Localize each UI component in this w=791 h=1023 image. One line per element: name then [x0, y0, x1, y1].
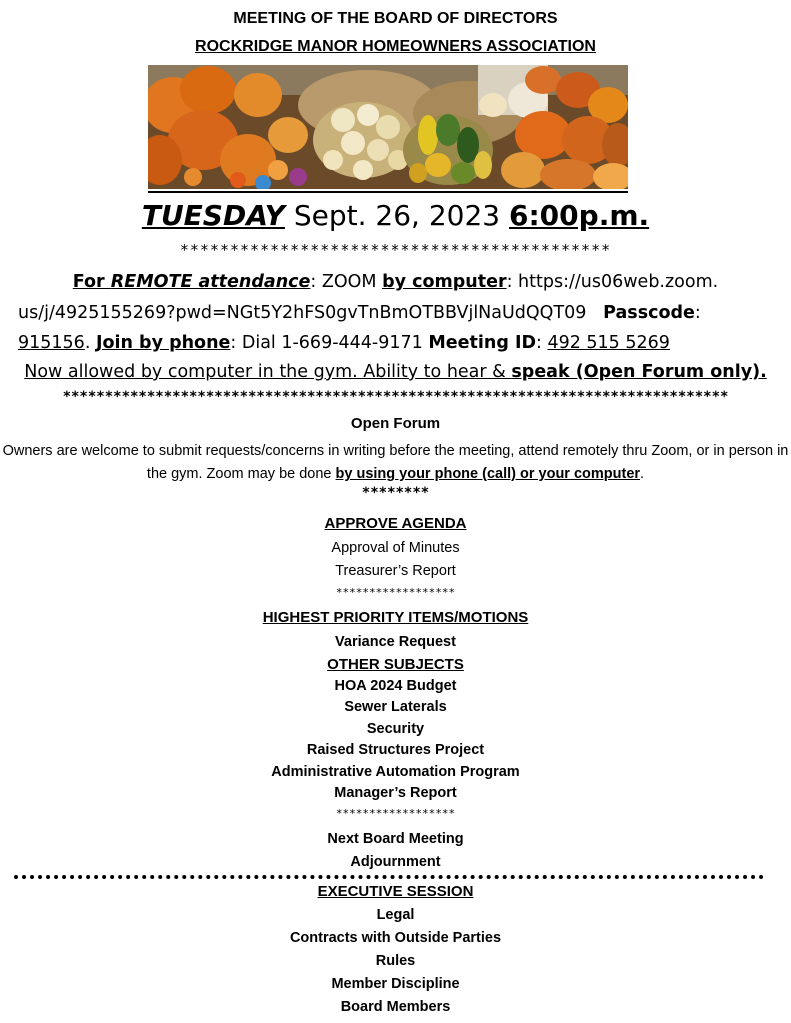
meeting-time: 6:00p.m. — [509, 199, 650, 232]
passcode-value: 915156 — [18, 333, 85, 353]
other-item-budget: HOA 2024 Budget — [334, 678, 457, 694]
meeting-title: MEETING OF THE BOARD OF DIRECTORS — [233, 10, 558, 27]
other-item-security: Security — [366, 721, 425, 737]
join-by-phone-label: Join by phone — [95, 333, 231, 353]
other-item-automation: Administrative Automation Program — [271, 764, 520, 780]
meeting-id-value: 492 515 5269 — [547, 333, 670, 353]
zoom-url-part-2[interactable]: us/j/4925155269?pwd=NGt5Y2hFS0gvTnBmOTBBVjlNaUdQQT09 — [18, 303, 587, 323]
passcode-label: Passcode — [603, 303, 695, 323]
photo-underline — [148, 191, 628, 193]
agenda-item-minutes: Approval of Minutes — [331, 540, 460, 556]
remote-attendance-label: REMOTE attendance — [110, 272, 311, 292]
meeting-date-line — [0, 194, 791, 238]
closing-item-adjournment: Adjournment — [350, 854, 441, 870]
meeting-day: TUESDAY — [141, 199, 285, 232]
remote-line-3 — [18, 333, 778, 353]
speak-open-forum-text: speak (Open Forum only). — [511, 362, 767, 382]
star-divider-forum: ******** — [361, 485, 430, 501]
pumpkins-gourds-photo — [148, 65, 628, 189]
star-divider-agenda: ****************** — [335, 586, 456, 599]
remote-line-1 — [0, 272, 791, 292]
open-forum-period: . — [640, 466, 645, 482]
star-divider-other: ****************** — [335, 807, 456, 820]
exec-item-board-members: Board Members — [340, 999, 451, 1015]
open-forum-body: Owners are welcome to submit requests/concerns in writing before the meeting, attend remotely thru Zoom, or in person in the gym. Zoom may be done — [2, 443, 789, 482]
remote-label-for: For — [72, 272, 111, 292]
phone-number-text: : Dial 1-669-444-9171 — [230, 333, 429, 353]
open-forum-text — [0, 440, 791, 486]
exec-item-discipline: Member Discipline — [331, 976, 460, 992]
exec-item-rules: Rules — [375, 953, 416, 969]
highest-priority-heading: HIGHEST PRIORITY ITEMS/MOTIONS — [262, 609, 529, 626]
star-divider-2: ******************************************************************************* — [62, 389, 729, 405]
passcode-colon: : — [694, 303, 701, 323]
remote-line-4 — [0, 362, 791, 382]
other-item-sewer: Sewer Laterals — [344, 699, 447, 715]
zoom-text: : ZOOM — [310, 272, 383, 292]
association-title: ROCKRIDGE MANOR HOMEOWNERS ASSOCIATION — [195, 38, 596, 55]
other-item-manager-report: Manager’s Report — [334, 785, 457, 801]
open-forum-title: Open Forum — [350, 415, 441, 432]
meeting-date: Sept. 26, 2023 — [284, 199, 509, 232]
exec-item-contracts: Contracts with Outside Parties — [289, 930, 502, 946]
meeting-id-label: Meeting ID — [428, 333, 536, 353]
zoom-url-part-1[interactable]: : https://us06web.zoom. — [506, 272, 719, 292]
executive-session-heading: EXECUTIVE SESSION — [317, 883, 474, 900]
other-subjects-heading: OTHER SUBJECTS — [327, 656, 464, 673]
dotted-divider — [14, 875, 764, 879]
priority-item-variance: Variance Request — [335, 634, 456, 650]
meeting-id-colon: : — [535, 333, 548, 353]
by-computer-label: by computer — [382, 272, 507, 292]
remote-line-2 — [18, 303, 778, 323]
agenda-item-treasurer: Treasurer’s Report — [335, 563, 456, 579]
open-forum-phone-computer: by using your phone (call) or your computer — [335, 466, 641, 482]
exec-item-legal: Legal — [376, 907, 415, 923]
star-divider-1: ******************************************* — [179, 241, 612, 259]
closing-item-next-meeting: Next Board Meeting — [327, 831, 464, 847]
other-item-raised-structures: Raised Structures Project — [306, 742, 485, 758]
approve-agenda-heading: APPROVE AGENDA — [324, 515, 467, 532]
gym-attendance-text: Now allowed by computer in the gym. Ability to hear & — [24, 362, 512, 382]
passcode-dot: . — [84, 333, 96, 353]
